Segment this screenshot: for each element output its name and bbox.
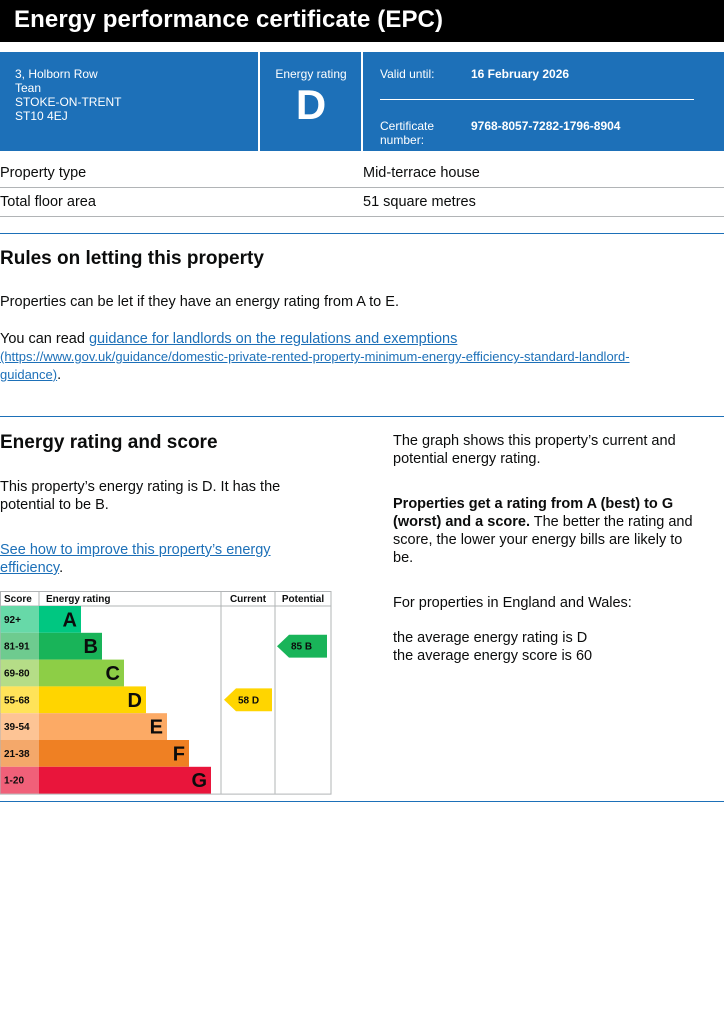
chart-header-potential: Potential (281, 594, 325, 605)
band-letter: E (149, 716, 163, 739)
page-title: Energy performance certificate (EPC) (14, 6, 444, 33)
score-para-1-line-2: potential to be B. (0, 497, 109, 513)
epc-summary-header (0, 52, 724, 151)
floor-area-value: 51 square metres (363, 194, 476, 210)
property-address (15, 67, 121, 123)
address-line-2: Tean (15, 81, 42, 95)
letting-para-2-prefix: You can read (0, 331, 89, 347)
landlord-guidance-url-line-1[interactable]: (https://www.gov.uk/guidance/domestic-private-rented-property-minimum-energy-efficiency-standard-landlord- (0, 349, 630, 364)
band-range-label: 92+ (4, 614, 21, 626)
energy-rating-value: D (295, 81, 327, 128)
property-type-key: Property type (0, 165, 87, 181)
graph-explanation (393, 432, 676, 468)
certificate-number-label (380, 119, 434, 147)
band-bar-f (39, 740, 189, 767)
section-divider (0, 416, 724, 417)
energy-rating-label: Energy rating (275, 67, 347, 81)
address-line-1: 3, Holborn Row (15, 67, 98, 81)
rating-explanation-line-1: Properties get a rating from A (best) to G (393, 496, 674, 512)
band-range-label: 81-91 (4, 641, 30, 653)
letting-para-2 (0, 330, 720, 384)
band-bar-g (39, 767, 211, 794)
improve-link-para (0, 541, 271, 577)
band-letter: D (127, 689, 142, 712)
band-letter: B (83, 636, 98, 659)
rating-explanation-bold-end: (worst) and a score. (393, 514, 530, 530)
band-letter: F (172, 743, 185, 766)
averages (393, 629, 592, 665)
certificate-number-value: 9768-8057-7282-1796-8904 (471, 119, 621, 133)
section-divider (0, 233, 724, 234)
band-range-label: 21-38 (4, 748, 30, 760)
floor-area-row (0, 188, 724, 217)
floor-area-key: Total floor area (0, 194, 96, 210)
graph-explanation-line-1: The graph shows this property’s current and (393, 433, 676, 449)
band-letter: A (62, 609, 77, 632)
energy-rating-chart (0, 591, 334, 797)
letting-para-2-suffix: . (57, 367, 62, 383)
address-line-4: ST10 4EJ (15, 109, 68, 123)
chart-header-current: Current (229, 594, 267, 605)
band-range-label: 55-68 (4, 695, 30, 707)
rating-explanation (393, 495, 693, 567)
property-type-row (0, 159, 724, 188)
rating-explanation-line-4: be. (393, 550, 414, 566)
improve-link-suffix: . (59, 560, 64, 576)
landlord-guidance-link[interactable]: guidance for landlords on the regulations and exemptions (88, 331, 458, 347)
certificate-label-line-1: Certificate (380, 119, 435, 133)
rating-explanation-line-2-rest: The better the rating and (529, 514, 693, 530)
band-letter: C (105, 663, 120, 685)
header-rule (380, 99, 694, 100)
chart-header-rating: Energy rating (46, 594, 111, 605)
score-heading: Energy rating and score (0, 432, 218, 453)
letting-para-1: Properties can be let if they have an energy rating from A to E. (0, 294, 399, 310)
potential-rating-label: 85 B (291, 641, 313, 653)
improve-efficiency-link-line-2[interactable]: efficiency (0, 560, 60, 576)
band-letter: G (191, 770, 207, 793)
header-divider (361, 52, 363, 151)
valid-until-label: Valid until: (380, 67, 435, 81)
valid-until-value: 16 February 2026 (471, 67, 570, 81)
score-para-1 (0, 478, 280, 514)
average-rating: the average energy rating is D (393, 630, 588, 646)
band-bar-e (39, 713, 167, 740)
landlord-guidance-url-line-2[interactable]: guidance) (0, 367, 58, 382)
current-rating-label: 58 D (238, 695, 260, 707)
band-range-label: 69-80 (4, 668, 30, 680)
certificate-label-line-2: number: (380, 133, 425, 147)
england-wales-label: For properties in England and Wales: (393, 595, 632, 611)
band-range-label: 39-54 (4, 722, 30, 734)
header-divider (258, 52, 260, 151)
rating-explanation-line-3: score, the lower your energy bills are likely to (393, 532, 683, 548)
property-type-value: Mid-terrace house (363, 165, 480, 181)
chart-header-score: Score (4, 594, 32, 605)
section-divider (0, 801, 724, 802)
graph-explanation-line-2: potential energy rating. (393, 451, 541, 467)
improve-efficiency-link[interactable]: See how to improve this property’s energy (0, 542, 271, 558)
address-line-3: STOKE-ON-TRENT (15, 95, 122, 109)
average-score: the average energy score is 60 (393, 648, 593, 664)
title-bar (0, 0, 724, 42)
band-range-label: 1-20 (4, 775, 25, 787)
score-para-1-line-1: This property’s energy rating is D. It has the (0, 479, 281, 495)
letting-heading: Rules on letting this property (0, 248, 264, 269)
